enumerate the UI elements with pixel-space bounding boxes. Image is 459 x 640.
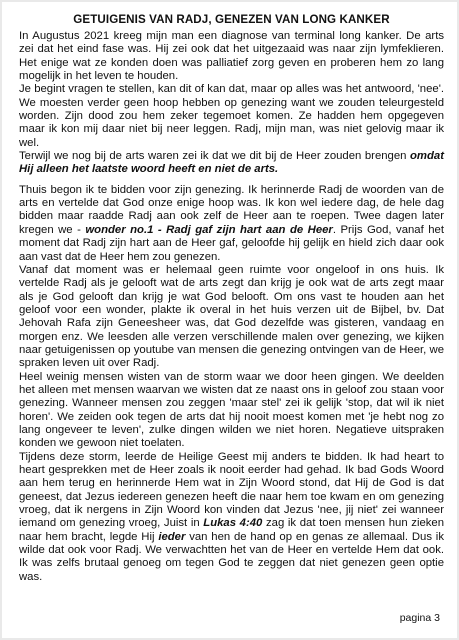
document-page [2,2,457,638]
paragraph-few-people: Heel weinig mensen wisten van de storm waar we door heen gingen. We deelden het alleen met mensen waarvan we wisten dat ze naast ons in geloof zou staan voor genezing. Wanneer mensen zou zeggen 'maar stel' zei ik gelijk 'stop, dat wil ik niet horen'. We zeiden ook tegen de arts dat hij nooit moest komen met 'je hebt nog zo lang ongeveer te leven', zulke dingen wilden we niet horen. Negatieve uitspraken konden we gewoon niet toelaten. [19,370,444,450]
paragraph-questions: Je begint vragen te stellen, kan dit of kan dat, maar op alles was het antwoord, 'nee'. We moesten verder geen hoop hebben op genezing want we zouden teleurgesteld worden. Zijn dood zou hem zeker tegemoet komen. Ze hadden hem opgegeven maar ik kon mij daar niet bij neer leggen. Radj, mijn man, was niet gelovig maar ik wel. [19,83,444,149]
paragraph-holy-spirit-text: Tijdens deze storm, leerde de Heilige Geest mij anders te bidden. Ik had heart to heart gesprekken met de Heer zoals ik nooit eerder had gehad. Ik bad Gods Woord aan hem terug en herinnerde Hem wat in Zijn Woord stond, dat Hij de God is dat geneest, dat Jezus iedereen genezen heeft die naar hem toe kwam en om genezing vroeg, dat ik nergens in Zijn Woord kon vinden dat Jezus 'nee, jij niet' zei wanneer iemand om genezing vroeg, Juist in [19,450,444,530]
paragraph-diagnosis: In Augustus 2021 kreeg mijn man een diagnose van terminal long kanker. De arts zei dat het eind fase was. Hij zei ook dat het uitgezaaid was naar zijn lymfeklieren. Het enige wat ze konden doen was palliatief zorg geven en proberen hem zo lang mogelijk in het leven te houden. [19,30,444,83]
paragraph-praying [19,184,444,264]
paragraph-holy-spirit [19,451,444,584]
paragraph-holy-spirit-text-2: zag ik dat toen mensen hun zieken naar hem bracht, legde Hij [19,517,445,543]
emphasis-last-word: omdat Hij alleen het laatste woord heeft en niet de arts. [19,150,444,176]
scripture-reference: Lukas 4:40 [203,517,263,530]
paragraph-no-unbelief: Vanaf dat moment was er helemaal geen ruimte voor ongeloof in ons huis. Ik vertelde Radj als je gelooft wat de arts zegt dan krijg je ook wat de arts zegt maar als je God gelooft dan krijg je wat God belooft. Om ons vast te houden aan het geloof voor een wonder, plakte ik overal in het huis verzen uit de Bijbel, bv. Dat Jehovah Rafa zijn Geneesheer was, dat God dezelfde was gisteren, vandaag en morgen enz. We leesden alle verzen verschillende malen over genezing, we kijken naar getuigenissen op youtube van mensen die genezing ontvingen van de Heer, we spraken leven uit over Radj. [19,263,444,370]
page-number: pagina 3 [399,612,440,624]
paragraph-at-doctor [19,150,444,177]
paragraph-praying-text: Thuis begon ik te bidden voor zijn genezing. Ik herinnerde Radj de woorden van de arts en vertelde dat God onze enige hoop was. Ik kon wel iedere dag, de hele dag bidden maar raadde Radj aan ook zelf de Heer aan te roepen. Twee dagen later kregen we - [19,183,444,236]
document-body [19,13,444,584]
emphasis-ieder: ieder [158,530,186,543]
paragraph-praying-text-end: . Prijs God, vanaf het moment dat Radj zijn hart aan de Heer gaf, geloofde hij gelijk en hield zich daar ook aan vast dat de Heer hem zou genezen. [19,223,444,263]
paragraph-at-doctor-text: Terwijl we nog bij de arts waren zei ik dat we dit bij de Heer zouden brengen [19,150,411,163]
paragraph-holy-spirit-text-end: van hen de hand op en genas ze allemaal. Dus ik wilde dat ook voor Radj. We verwachtten het van de Heer en vertelde Hem dat ook. Ik was zelfs brutaal genoeg om tegen God te zeggen dat niet genezen geen optie was. [19,530,444,583]
page-title: GETUIGENIS VAN RADJ, GENEZEN VAN LONG KANKER [73,13,390,26]
emphasis-wonder-1: wonder no.1 - Radj gaf zijn hart aan de Heer [85,223,333,236]
